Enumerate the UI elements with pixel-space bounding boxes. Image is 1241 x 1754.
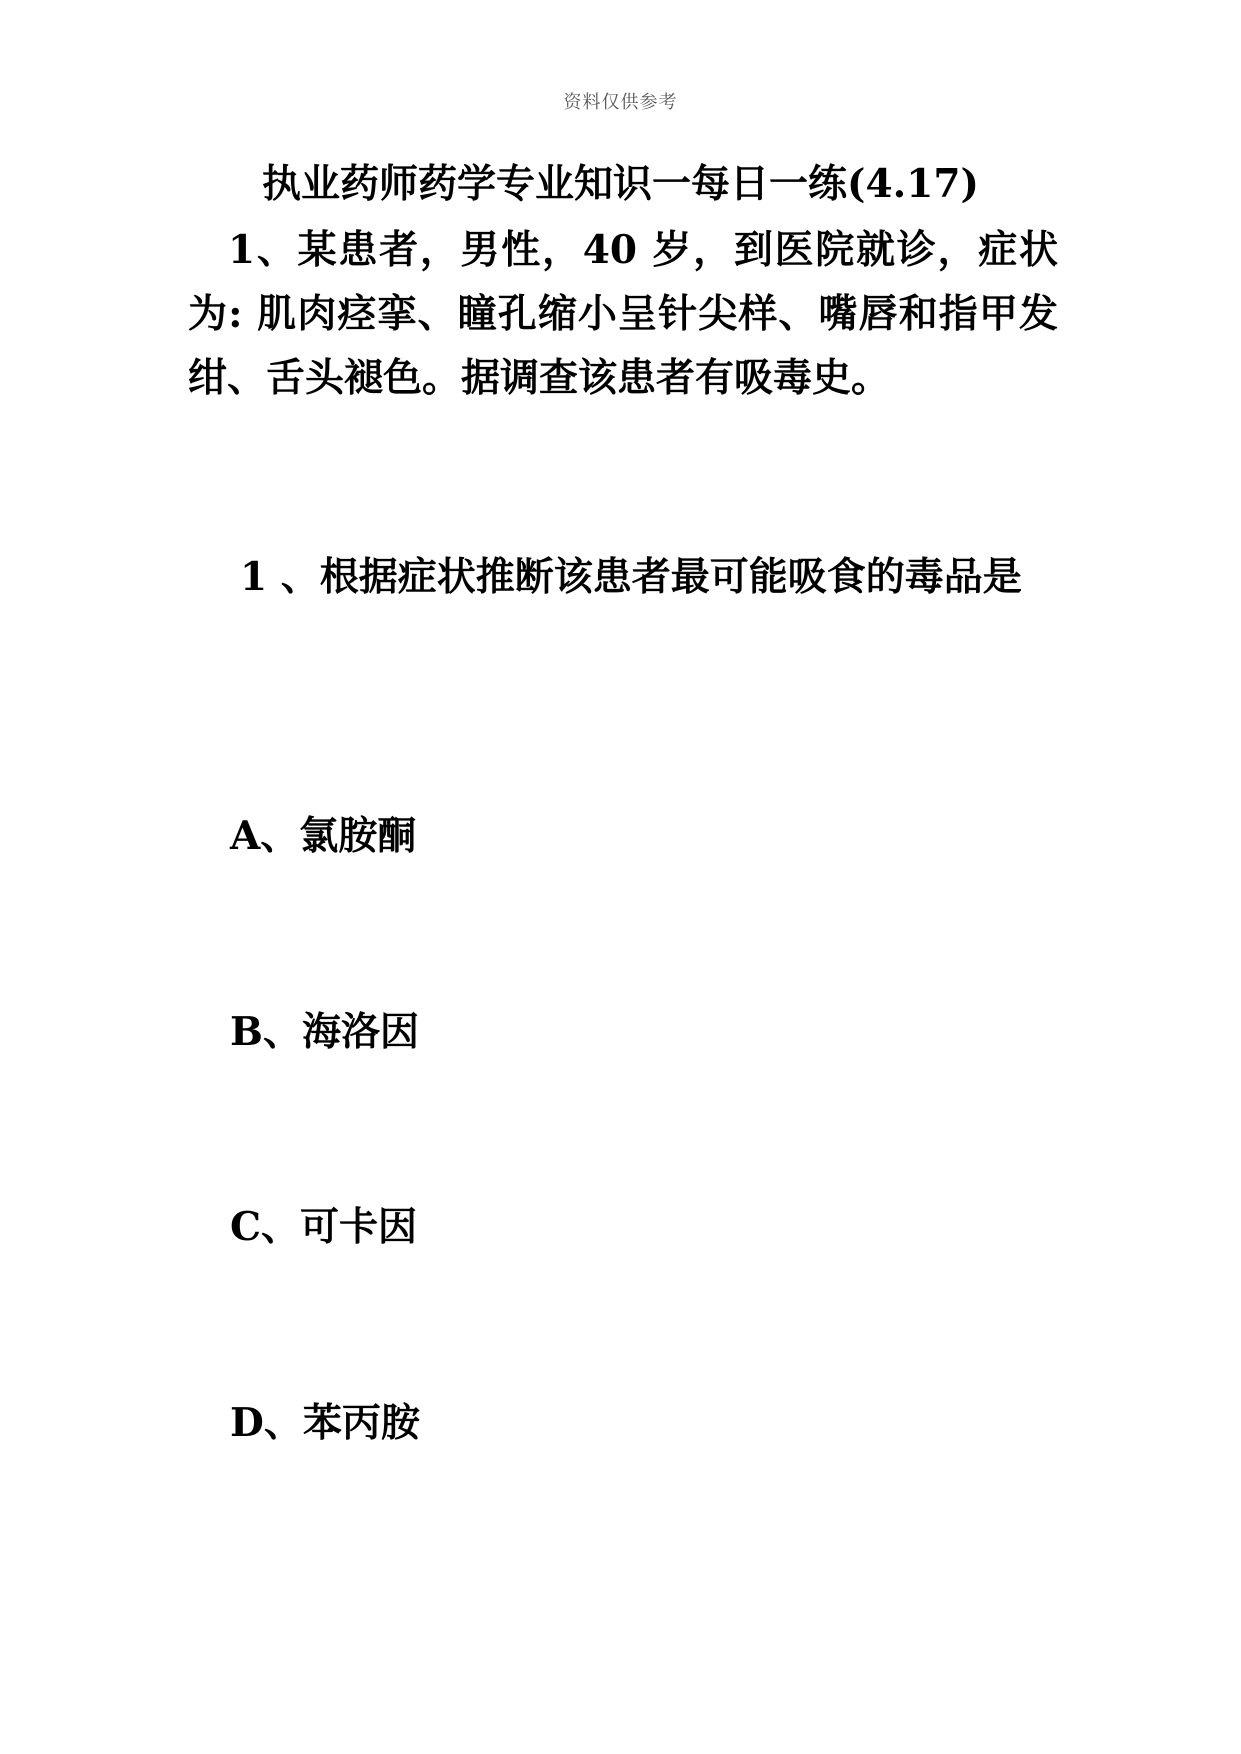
case-description: 1、某患者，男性，40 岁，到医院就诊，症状为: 肌肉痉挛、瞳孔缩小呈针尖样、嘴唇和指甲发绀、舌头褪色。据调查该患者有吸毒史。 [188, 227, 1058, 401]
page-header-note: 资料仅供参考 [563, 92, 678, 113]
option-b: B、海洛因 [230, 1009, 419, 1055]
option-d: D、苯丙胺 [230, 1400, 420, 1446]
option-a: A、氯胺酮 [230, 813, 417, 859]
question-stem: 1 、根据症状推断该患者最可能吸食的毒品是 [240, 554, 1022, 600]
document-title: 执业药师药学专业知识一每日一练(4.17) [262, 161, 979, 207]
option-c: C、可卡因 [230, 1204, 418, 1250]
